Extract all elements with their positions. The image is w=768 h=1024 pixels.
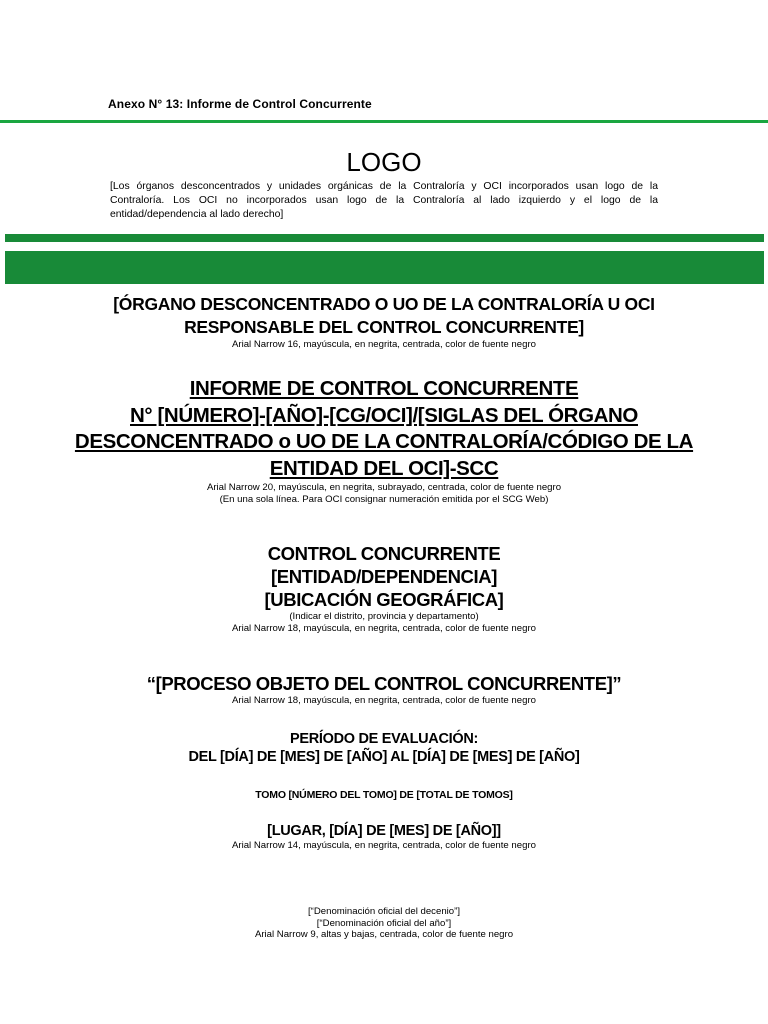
report-style-note: Arial Narrow 20, mayúscula, en negrita, subrayado, centrada, color de fuente negro (206, 482, 562, 493)
control-title-line: CONTROL CONCURRENTE (267, 543, 501, 564)
tome-text: TOMO [NÚMERO DEL TOMO] DE [TOTAL DE TOMOS] (255, 789, 513, 801)
organ-title-line: [ÓRGANO DESCONCENTRADO O UO DE LA CONTRALORÍA U OCI (113, 294, 655, 314)
tome-section (0, 788, 768, 802)
footer-style-note: Arial Narrow 9, altas y bajas, centrada, color de fuente negro (254, 929, 514, 940)
annex-title: Anexo N° 13: Informe de Control Concurrente (108, 97, 372, 111)
period-section (0, 730, 768, 766)
report-section (0, 376, 768, 506)
process-title: “[PROCESO OBJETO DEL CONTROL CONCURRENTE]” (146, 673, 622, 694)
place-section (0, 822, 768, 852)
header-divider (0, 120, 768, 123)
place-date: [LUGAR, [DÍA] DE [MES] DE [AÑO]] (267, 823, 501, 839)
place-style-note: Arial Narrow 14, mayúscula, en negrita, centrada, color de fuente negro (232, 840, 536, 851)
report-title-line: N° [NÚMERO]-[AÑO]-[CG/OCI]/[SIGLAS DEL ÓRGANO (130, 403, 638, 427)
green-band (5, 251, 764, 284)
organ-title-line: RESPONSABLE DEL CONTROL CONCURRENTE] (184, 317, 584, 337)
organ-style-note: Arial Narrow 16, mayúscula, en negrita, centrada, color de fuente negro (232, 339, 536, 350)
logo-note (110, 180, 658, 222)
process-style-note: Arial Narrow 18, mayúscula, en negrita, centrada, color de fuente negro (232, 695, 536, 706)
process-section (0, 672, 768, 707)
footer-section (0, 906, 768, 941)
control-section (0, 542, 768, 635)
logo-note-line: entidad/dependencia al lado derecho] (110, 209, 284, 220)
report-title-line: INFORME DE CONTROL CONCURRENTE (189, 377, 579, 400)
logo-note-line: Contraloría. Los OCI no incorporados usan logo de la Contraloría al lado izquierdo y el logo de la (110, 195, 658, 206)
report-extra-note: (En una sola línea. Para OCI consignar numeración emitida por el SCG Web) (219, 494, 549, 505)
period-range: DEL [DÍA] DE [MES] DE [AÑO] AL [DÍA] DE [MES] DE [AÑO] (188, 749, 580, 765)
report-title-line: ENTIDAD DEL OCI]-SCC (269, 456, 499, 480)
control-location-hint: (Indicar el distrito, provincia y departamento) (289, 611, 479, 622)
decade-name: [“Denominación oficial del decenio”] (308, 906, 460, 917)
control-style-note: Arial Narrow 18, mayúscula, en negrita, centrada, color de fuente negro (232, 623, 536, 634)
control-entity-line: [ENTIDAD/DEPENDENCIA] (271, 566, 497, 587)
control-location-line: [UBICACIÓN GEOGRÁFICA] (264, 589, 504, 610)
logo-placeholder: LOGO (346, 147, 422, 177)
year-name: [“Denominación oficial del año”] (316, 917, 452, 929)
logo-note-line: [Los órganos desconcentrados y unidades orgánicas de la Contraloría y OCI incorporados usan logo de la (110, 181, 658, 192)
report-title-line: DESCONCENTRADO o UO DE LA CONTRALORÍA/CÓDIGO DE LA (74, 430, 694, 453)
organ-section (0, 293, 768, 351)
green-divider (5, 234, 764, 242)
period-label: PERÍODO DE EVALUACIÓN: (289, 731, 479, 747)
